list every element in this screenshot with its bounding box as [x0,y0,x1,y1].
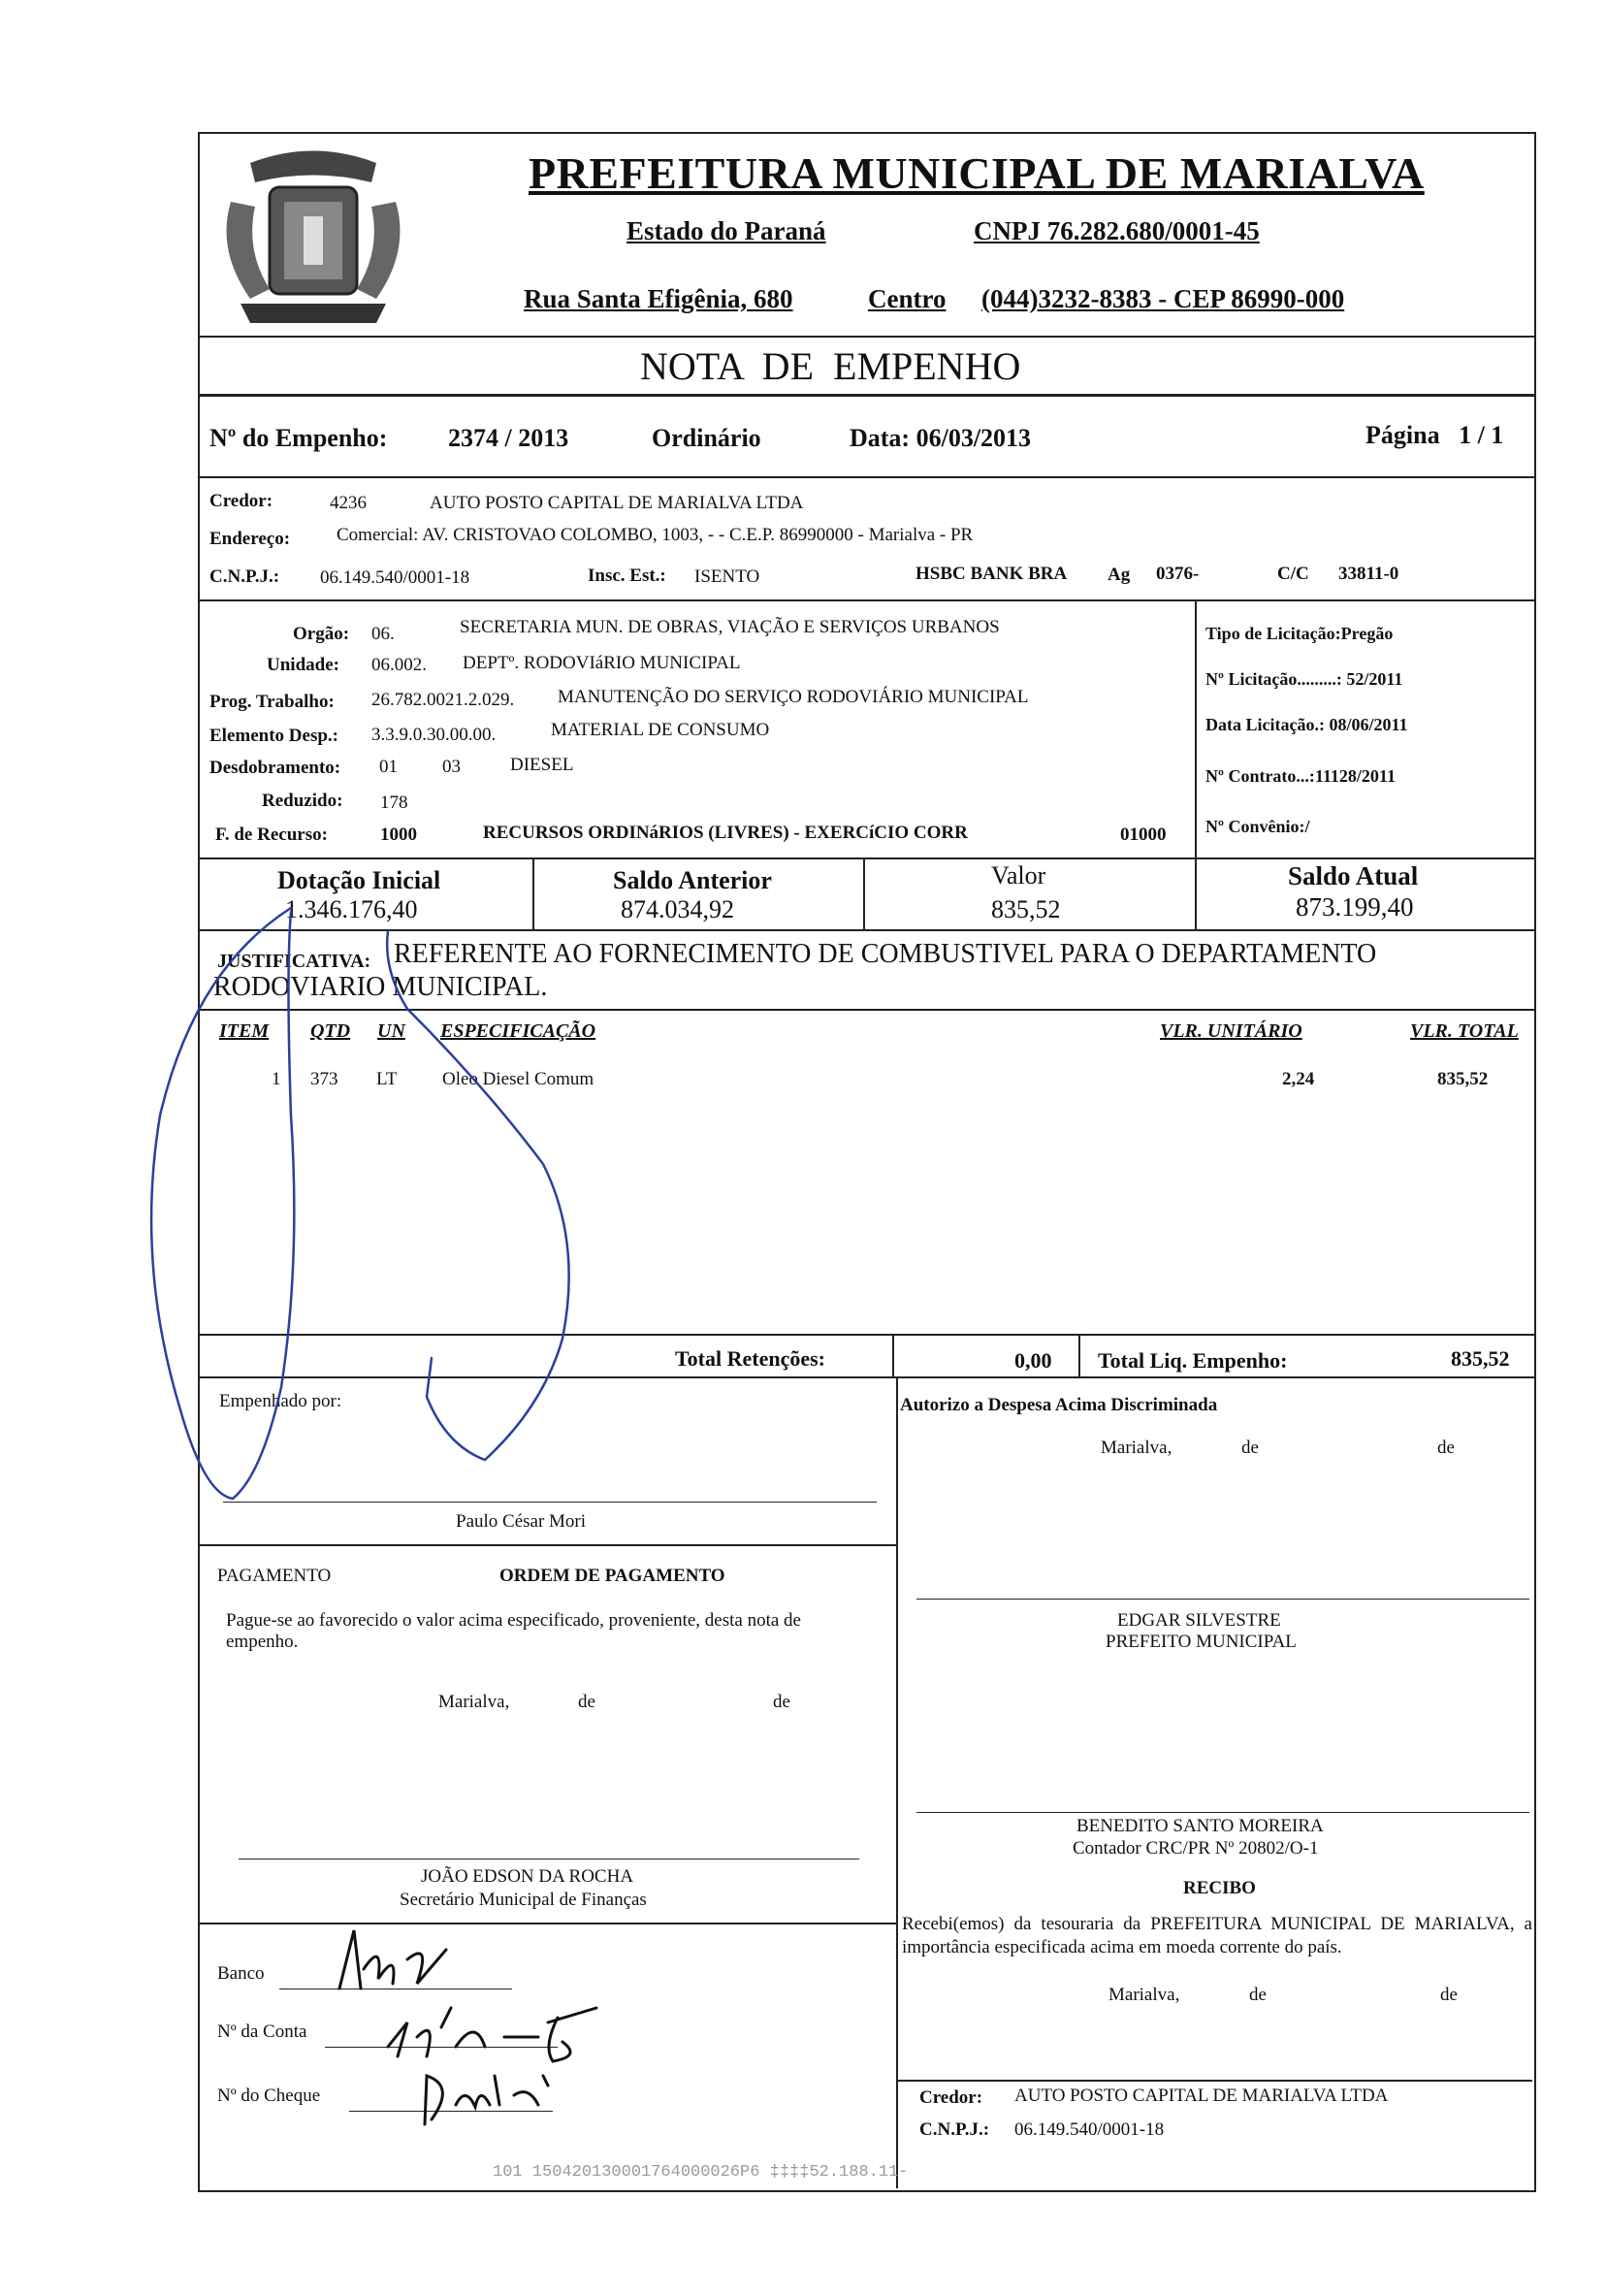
saldo-atual-value: 873.199,40 [1296,892,1414,922]
autorizo-de-2: de [1437,1438,1455,1458]
dotacao-inicial-value: 1.346.176,40 [285,895,418,923]
ag-value: 0376- [1156,564,1200,584]
empenho-number: 2374 / 2013 [448,424,569,452]
recibo-place: Marialva, [1108,1985,1180,2005]
recurso-code: 1000 [380,825,417,845]
row-un: LT [376,1069,398,1089]
footer-credor-cnpj: 06.149.540/0001-18 [1014,2119,1165,2140]
banco-label: Banco [217,1963,265,1984]
empenho-label: Nº do Empenho: [209,424,388,452]
valor-value: 835,52 [991,895,1061,923]
state-text: Estado do Paraná [626,216,826,245]
unidade-code: 06.002. [371,655,427,675]
saldo-anterior-label: Saldo Anterior [613,866,772,894]
contrato-numero: Nº Contrato...:11128/2011 [1205,766,1396,786]
retencoes-value: 0,00 [1014,1348,1052,1373]
row-spec: Oleo Diesel Comum [442,1069,594,1089]
address-label: Endereço: [209,529,291,549]
prog-code: 26.782.0021.2.029. [371,690,515,710]
footer-credor-name: AUTO POSTO CAPITAL DE MARIALVA LTDA [1014,2086,1389,2106]
pagamento-de-1: de [578,1692,595,1712]
unidade-label: Unidade: [267,655,339,675]
prog-name: MANUTENÇÃO DO SERVIÇO RODOVIÁRIO MUNICIPAL [558,687,1029,707]
column-header-total-value: VLR. TOTAL [1410,1020,1519,1042]
cnpj-label: C.N.P.J.: [209,566,280,587]
cc-label: C/C [1277,564,1309,584]
orgao-code: 06. [371,624,395,644]
credor-address: Comercial: AV. CRISTOVAO COLOMBO, 1003, - - C.E.P. 86990000 - Marialva - PR [337,525,974,545]
page-title: PREFEITURA MUNICIPAL DE MARIALVA [529,148,1425,198]
address-text: Rua Santa Efigênia, 680 [524,284,793,313]
elemento-label: Elemento Desp.: [209,726,338,746]
elemento-code: 3.3.9.0.30.00.00. [371,725,497,745]
row-total-value: 835,52 [1437,1069,1489,1089]
recibo-title: RECIBO [1183,1878,1256,1898]
licitacao-tipo: Tipo de Licitação:Pregão [1205,624,1394,643]
row-item: 1 [272,1069,281,1089]
desdobramento-2: 03 [442,757,461,777]
ag-label: Ag [1108,565,1131,585]
reduzido-value: 178 [380,792,408,813]
cheque-label: Nº do Cheque [217,2086,321,2106]
credor-label: Credor: [209,491,273,511]
column-header-qtd: QTD [310,1020,351,1042]
row-qtd: 373 [310,1069,338,1089]
empenho-date: Data: 06/03/2013 [850,424,1032,452]
prog-label: Prog. Trabalho: [209,692,335,712]
justificativa-label: JUSTIFICATIVA: [217,951,371,972]
empenhado-name: Paulo César Mori [456,1511,587,1532]
pague-text: Pague-se ao favorecido o valor acima especificado, proveniente, desta nota de empenho. [226,1610,801,1652]
autorizo-place: Marialva, [1101,1438,1172,1458]
credor-code: 4236 [330,493,367,513]
ordem-pagamento-label: ORDEM DE PAGAMENTO [499,1566,725,1586]
footer-credor-cnpj-label: C.N.P.J.: [919,2119,990,2140]
recurso-number: 01000 [1120,825,1167,845]
pagamento-label: PAGAMENTO [217,1566,332,1586]
cnpj-text: CNPJ 76.282.680/0001-45 [974,216,1260,245]
autorizo-de-1: de [1241,1438,1259,1458]
contador-name: BENEDITO SANTO MOREIRA [1076,1816,1324,1836]
page-number: Página 1 / 1 [1365,421,1504,449]
neighborhood-text: Centro [868,284,947,313]
secretario-title: Secretário Municipal de Finanças [400,1890,647,1910]
column-header-item: ITEM [219,1020,270,1042]
footer-credor-label: Credor: [919,2087,983,2108]
unidade-name: DEPTº. RODOVIáRIO MUNICIPAL [463,653,741,673]
cc-value: 33811-0 [1338,564,1399,584]
footer-code: 101 150420130001764000026P6 ‡‡‡‡52.188.11- [493,2163,909,2182]
column-header-un: UN [377,1020,405,1042]
elemento-name: MATERIAL DE CONSUMO [551,720,770,740]
prefeito-name: EDGAR SILVESTRE [1117,1610,1281,1631]
liquido-label: Total Liq. Empenho: [1098,1348,1288,1373]
empenho-type: Ordinário [652,424,761,452]
conta-label: Nº da Conta [217,2021,307,2042]
contador-title: Contador CRC/PR Nº 20802/O-1 [1073,1838,1319,1859]
bank-name: HSBC BANK BRA [915,564,1068,584]
prefeito-title: PREFEITO MUNICIPAL [1106,1632,1297,1652]
pagamento-de-2: de [773,1692,790,1712]
secretario-name: JOÃO EDSON DA ROCHA [421,1866,634,1887]
phone-cep-text: (044)3232-8383 - CEP 86990-000 [981,284,1345,313]
liquido-value: 835,52 [1451,1346,1510,1371]
recurso-label: F. de Recurso: [215,825,328,845]
document-title: NOTA DE EMPENHO [640,344,1021,388]
column-header-spec: ESPECIFICAÇÃO [440,1020,596,1042]
saldo-anterior-value: 874.034,92 [621,895,734,923]
empenhado-label: Empenhado por: [219,1391,342,1411]
dotacao-inicial-label: Dotação Inicial [277,866,441,894]
desdobramento-name: DIESEL [510,755,574,775]
insc-value: ISENTO [694,566,760,587]
orgao-name: SECRETARIA MUN. DE OBRAS, VIAÇÃO E SERVIÇOS URBANOS [460,617,1000,637]
orgao-label: Orgão: [293,624,350,644]
autorizo-text: Autorizo a Despesa Acima Discriminada [900,1395,1218,1415]
insc-label: Insc. Est.: [588,566,666,586]
valor-label: Valor [991,861,1046,889]
recurso-name: RECURSOS ORDINáRIOS (LIVRES) - EXERCíCIO CORR [483,823,968,843]
row-unit-value: 2,24 [1282,1069,1315,1089]
reduzido-label: Reduzido: [262,791,343,811]
retencoes-label: Total Retenções: [675,1346,825,1371]
justificativa-text-1: REFERENTE AO FORNECIMENTO DE COMBUSTIVEL PARA O DEPARTAMENTO [394,939,1377,969]
desdobramento-1: 01 [379,757,398,777]
licitacao-numero: Nº Licitação.........: 52/2011 [1205,669,1403,689]
recibo-de-1: de [1249,1985,1267,2005]
saldo-atual-label: Saldo Atual [1288,861,1419,890]
licitacao-data: Data Licitação.: 08/06/2011 [1205,715,1408,734]
credor-cnpj: 06.149.540/0001-18 [320,567,470,588]
credor-name: AUTO POSTO CAPITAL DE MARIALVA LTDA [430,493,804,513]
justificativa-text-2: RODOVIARIO MUNICIPAL. [213,972,548,1002]
pagamento-place: Marialva, [438,1692,510,1712]
column-header-unit-value: VLR. UNITÁRIO [1160,1020,1302,1042]
desdobramento-label: Desdobramento: [209,758,341,778]
recibo-text: Recebi(emos) da tesouraria da PREFEITURA MUNICIPAL DE MARIALVA, a importância especificada acima em moeda corrente do país. [902,1914,1532,1957]
convenio-numero: Nº Convênio:/ [1205,817,1310,836]
recibo-de-2: de [1440,1985,1458,2005]
